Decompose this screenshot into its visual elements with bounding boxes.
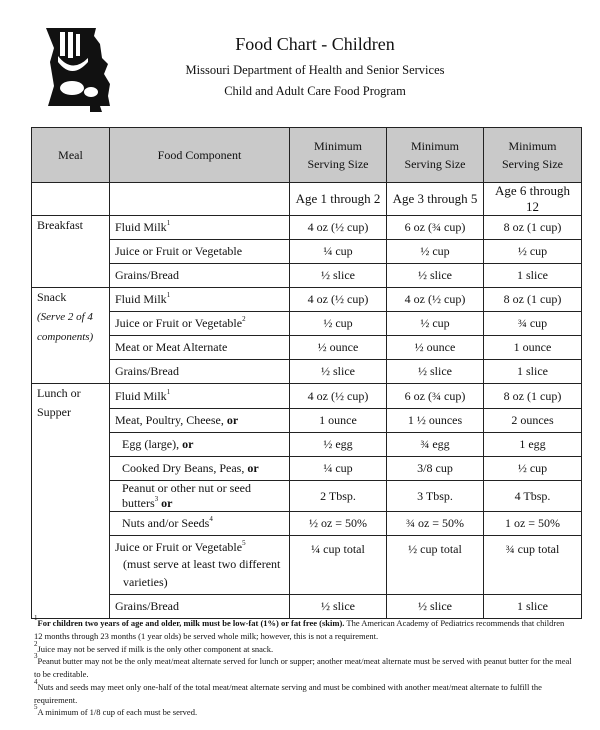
serving-size: ½ oz = 50%	[290, 512, 387, 536]
table-row	[32, 512, 582, 536]
serving-size: 4 oz (½ cup)	[290, 216, 387, 240]
food-component: Nuts and/or Seeds$^4$	[110, 512, 290, 536]
food-component: Grains/Bread	[110, 360, 290, 384]
serving-size: ½ slice	[387, 360, 484, 384]
food-component: Juice or Fruit or Vegetable$^2$	[110, 312, 290, 336]
serving-size: ¾ cup total	[484, 536, 582, 595]
footnote-3: $^3$Peanut butter may not be the only meat/meat alternate served for lunch or supper; another meat/meat alternate must be served with peanut butter for the meal to be creditable.	[34, 652, 572, 679]
table-row	[32, 264, 582, 288]
food-component: Meat, Poultry, Cheese, or	[110, 409, 290, 433]
footnote-1: $^1$For children two years of age and older, milk must be low-fat (1%) or fat free (skim). The American Academy of Pediatrics recommends that children 12 months through 23 months (1 year olds) be served whole milk; however, this is not a requirement.	[34, 614, 565, 641]
serving-size: 1 oz = 50%	[484, 512, 582, 536]
serving-size: 2 Tbsp.	[290, 481, 387, 512]
serving-size: ½ slice	[290, 595, 387, 619]
serving-size: ¼ cup	[290, 240, 387, 264]
footnote-4: $^4$Nuts and seeds may meet only one-half of the total meat/meat alternate serving and must be combined with another meat/meat alternate to fulfill the requirement.	[34, 677, 542, 705]
serving-size: 1 slice	[484, 264, 582, 288]
table-row	[32, 240, 582, 264]
footnote-2: $^2$Juice may not be served if milk is the only other component at snack.	[34, 639, 274, 654]
col-serving-header-3: Minimum Serving Size	[484, 128, 582, 183]
food-component: Fluid Milk$^1$	[110, 216, 290, 240]
serving-size: ½ cup total	[387, 536, 484, 595]
serving-size: 8 oz (1 cup)	[484, 384, 582, 409]
serving-size: ½ cup	[484, 240, 582, 264]
col-component-header: Food Component	[110, 128, 290, 183]
serving-size: ½ ounce	[290, 336, 387, 360]
col-meal-header: Meal	[32, 128, 110, 183]
footnotes	[34, 614, 574, 719]
age-header: Age 3 through 5	[387, 183, 484, 216]
table-body	[32, 216, 582, 619]
serving-size: ¾ cup	[484, 312, 582, 336]
table-row	[32, 384, 582, 409]
serving-size: 1 ounce	[484, 336, 582, 360]
food-chart-table	[31, 127, 582, 619]
table-row	[32, 409, 582, 433]
table-row	[32, 216, 582, 240]
serving-size: ¾ oz = 50%	[387, 512, 484, 536]
serving-size: ½ slice	[387, 264, 484, 288]
food-component: Grains/Bread	[110, 595, 290, 619]
col-serving-header-1: Minimum Serving Size	[290, 128, 387, 183]
table-row	[32, 312, 582, 336]
serving-size: 1 egg	[484, 433, 582, 457]
serving-size: ¼ cup total	[290, 536, 387, 595]
food-component: Peanut or other nut or seed butters$^3$ or	[110, 481, 290, 512]
meal-snack: Snack (Serve 2 of 4 components)	[32, 288, 110, 384]
serving-size: 6 oz (¾ cup)	[387, 216, 484, 240]
serving-size: 1 slice	[484, 360, 582, 384]
serving-size: 3 Tbsp.	[387, 481, 484, 512]
table-row	[32, 360, 582, 384]
serving-size: 2 ounces	[484, 409, 582, 433]
serving-size: ½ cup	[387, 312, 484, 336]
agency-name: Missouri Department of Health and Senior Services	[185, 63, 445, 77]
table-row	[32, 536, 582, 595]
header-row	[32, 128, 582, 183]
table-row	[32, 457, 582, 481]
program-name: Child and Adult Care Food Program	[224, 84, 406, 98]
serving-size: ½ cup	[290, 312, 387, 336]
serving-size: 4 oz (½ cup)	[387, 288, 484, 312]
meal-note: (Serve 2 of 4 components)	[37, 310, 94, 344]
serving-size: 8 oz (1 cup)	[484, 288, 582, 312]
footnote-5: $^5$A minimum of 1/8 cup of each must be served.	[34, 703, 198, 718]
food-component: Fluid Milk$^1$	[110, 384, 290, 409]
serving-size: 6 oz (¾ cup)	[387, 384, 484, 409]
serving-size: ½ slice	[387, 595, 484, 619]
col-serving-header-2: Minimum Serving Size	[387, 128, 484, 183]
food-component: Egg (large), or	[110, 433, 290, 457]
serving-size: ½ cup	[387, 240, 484, 264]
serving-size: ½ ounce	[387, 336, 484, 360]
serving-size: 3/8 cup	[387, 457, 484, 481]
food-component: Cooked Dry Beans, Peas, or	[110, 457, 290, 481]
serving-size: 4 Tbsp.	[484, 481, 582, 512]
food-component: Juice or Fruit or Vegetable$^5$ (must serve at least two different varieties)	[110, 536, 290, 595]
food-component: Juice or Fruit or Vegetable	[110, 240, 290, 264]
table-row	[32, 433, 582, 457]
age-header: Age 6 through 12	[484, 183, 582, 216]
serving-size: 4 oz (½ cup)	[290, 288, 387, 312]
age-row	[32, 183, 582, 216]
meal-breakfast: Breakfast	[32, 216, 110, 288]
serving-size: ¼ cup	[290, 457, 387, 481]
table-row	[32, 336, 582, 360]
serving-size: ½ cup	[484, 457, 582, 481]
table-row	[32, 481, 582, 512]
serving-size: 4 oz (½ cup)	[290, 384, 387, 409]
serving-size: ½ slice	[290, 264, 387, 288]
serving-size: 1 ½ ounces	[387, 409, 484, 433]
food-component: Grains/Bread	[110, 264, 290, 288]
serving-size: 8 oz (1 cup)	[484, 216, 582, 240]
table-row	[32, 595, 582, 619]
age-header: Age 1 through 2	[290, 183, 387, 216]
food-component: Meat or Meat Alternate	[110, 336, 290, 360]
serving-size: 1 slice	[484, 595, 582, 619]
serving-size: ¾ egg	[387, 433, 484, 457]
meal-lunch: Lunch or Supper	[32, 384, 110, 619]
food-component: Fluid Milk$^1$	[110, 288, 290, 312]
serving-size: ½ slice	[290, 360, 387, 384]
table-row	[32, 288, 582, 312]
serving-size: ½ egg	[290, 433, 387, 457]
serving-size: 1 ounce	[290, 409, 387, 433]
page-title: Food Chart - Children	[235, 34, 395, 54]
